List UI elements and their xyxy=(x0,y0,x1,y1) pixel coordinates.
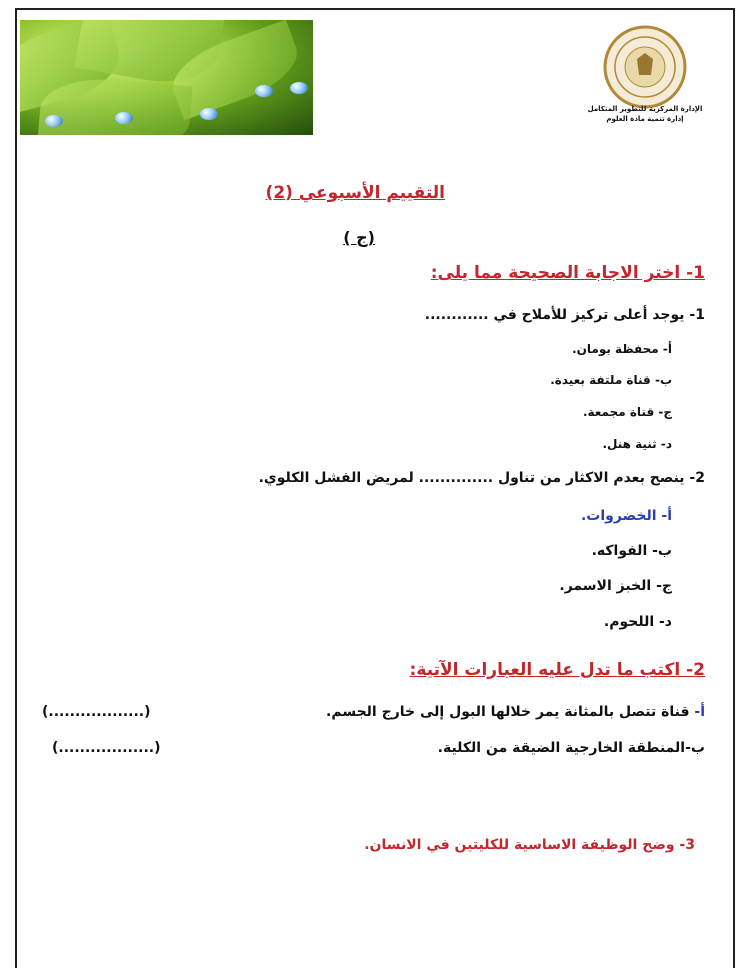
q1-option-a: أ- محفظة بومان. xyxy=(572,342,672,356)
version-code: (ج ) xyxy=(343,228,375,247)
item-b-prefix: ب- xyxy=(685,740,705,756)
item-b-answer-blank: (..................) xyxy=(52,740,161,756)
item-b-text: المنطقة الخارجية الضيقة من الكلية. xyxy=(437,740,686,756)
logo-caption-2: إدارة تنمية مادة العلوم xyxy=(606,115,684,123)
q1-option-b: ب- قناة ملتفة بعيدة. xyxy=(550,373,672,387)
q1-option-d: د- ثنية هنل. xyxy=(602,437,672,451)
leaves-with-water-drops-image xyxy=(20,20,313,135)
q2-option-b: ب- الفواكه. xyxy=(591,543,672,559)
section1-heading: 1- اختر الاجابة الصحيحة مما يلى: xyxy=(430,263,705,283)
question-1: 1- يوجد أعلى تركيز للأملاح في ............ xyxy=(424,307,705,323)
question-3: 3- وضح الوظيفة الاساسية للكليتين في الانسان. xyxy=(364,837,695,853)
item-a-prefix: أ- xyxy=(694,704,705,720)
section2-item-a xyxy=(326,704,705,720)
ministry-logo xyxy=(585,25,705,135)
question-2: 2- ينصح بعدم الاكثار من تناول .............. لمريض الفشل الكلوي. xyxy=(258,470,705,486)
item-a-answer-blank: (..................) xyxy=(42,704,151,720)
item-a-text: قناة تتصل بالمثانة يمر خلالها البول إلى خارج الجسم. xyxy=(326,704,695,720)
q2-option-a: أ- الخضروات. xyxy=(580,508,672,524)
q1-option-c: ج- قناة مجمعة. xyxy=(582,405,672,419)
page-border xyxy=(15,8,735,968)
page-title: التقييم الأسبوعي (2) xyxy=(265,183,445,203)
q2-option-d: د- اللحوم. xyxy=(603,614,672,630)
section2-heading: 2- اكتب ما تدل عليه العبارات الآتية: xyxy=(409,660,705,680)
logo-caption-1: الإدارة المركزية للتطوير المتكامل xyxy=(587,105,703,113)
q2-option-c: ج- الخبز الاسمر. xyxy=(559,578,672,594)
section2-item-b xyxy=(438,740,705,756)
